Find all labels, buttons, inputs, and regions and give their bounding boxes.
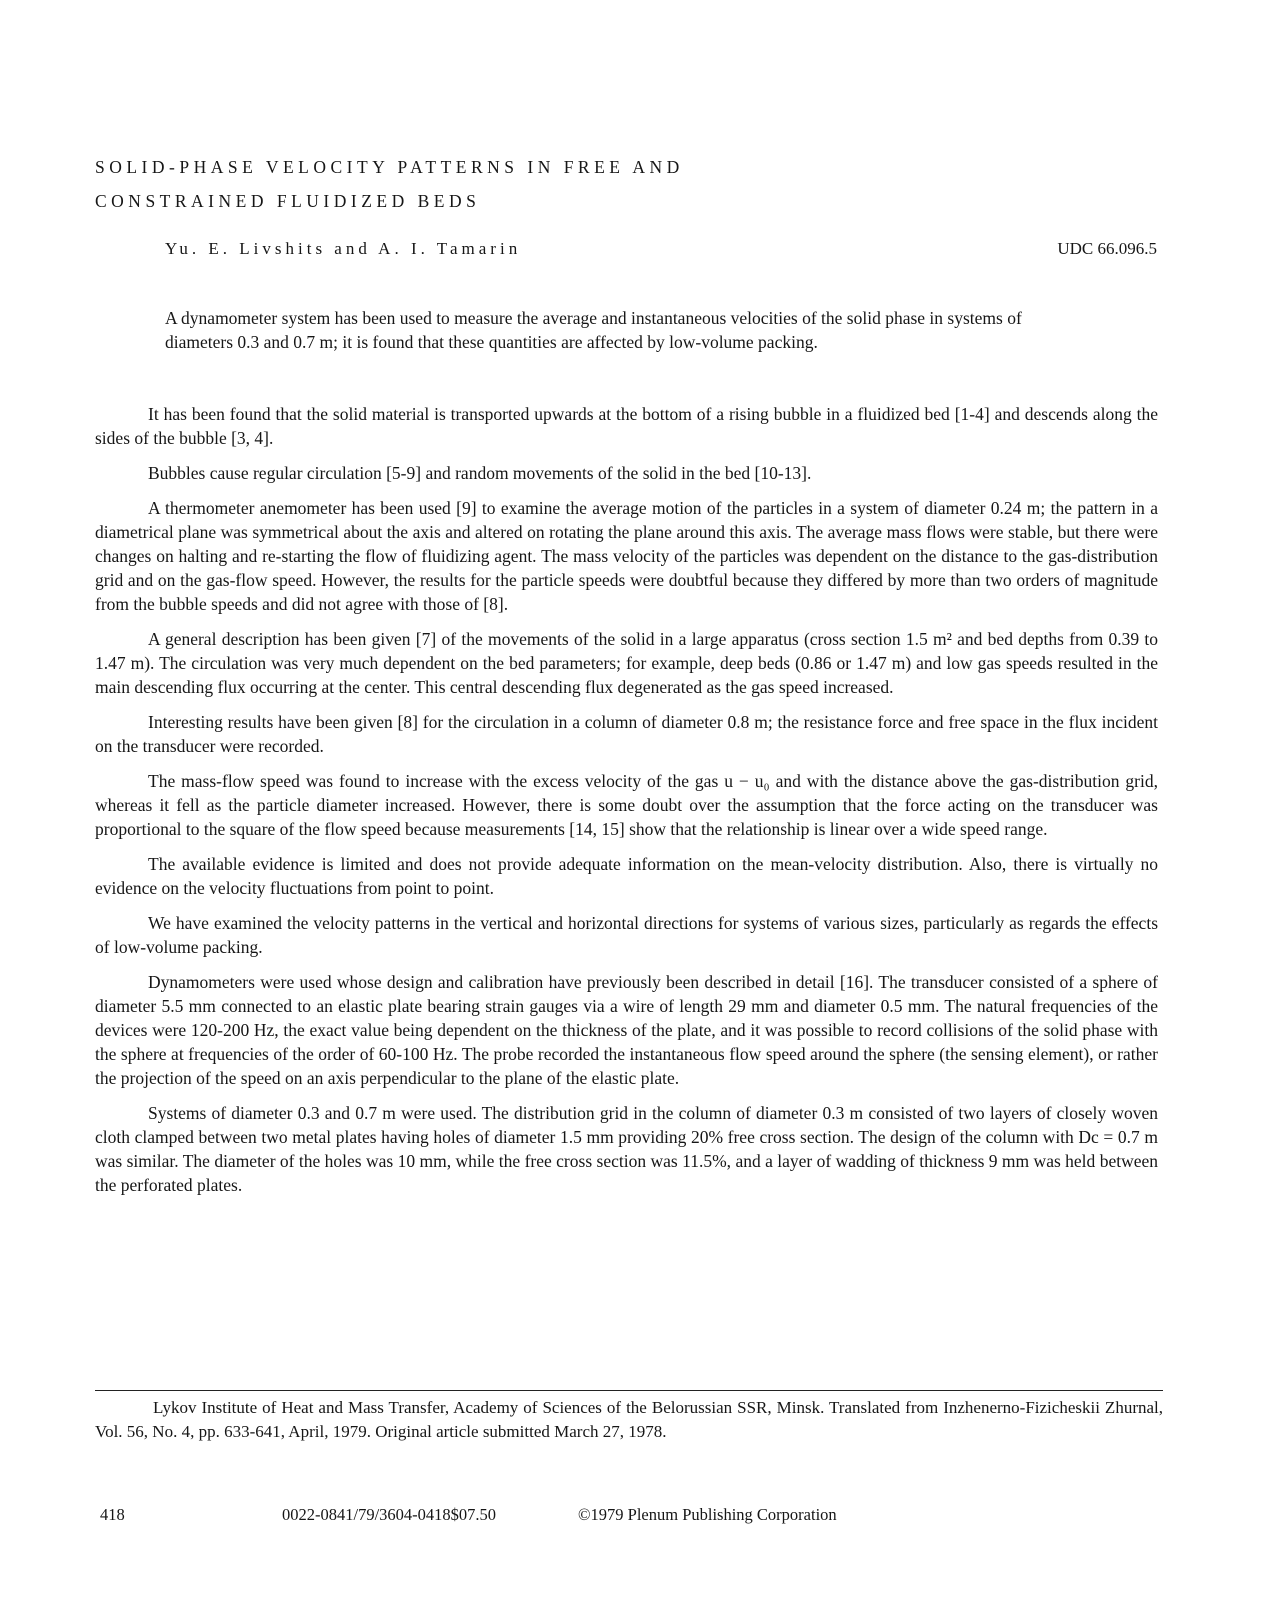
paragraph: The available evidence is limited and does not provide adequate information on the mean-velocity distribution. Also, there is virtually no evidence on the velocity fluctuations from point to point. bbox=[95, 854, 1158, 898]
abstract-text: A dynamometer system has been used to measure the average and instantaneous velocities of the solid phase in systems of diameters 0.3 and 0.7 m; it is found that these quantities are affected by low-volume packing. bbox=[165, 308, 1022, 352]
affiliation-footnote bbox=[95, 1396, 1163, 1444]
paragraph: We have examined the velocity patterns in the vertical and horizontal directions for systems of various sizes, particularly as regards the effects of low-volume packing. bbox=[95, 913, 1158, 957]
title-line-2: CONSTRAINED FLUIDIZED BEDS bbox=[95, 191, 481, 211]
page-number: 418 bbox=[100, 1505, 125, 1524]
authors: Yu. E. Livshits and A. I. Tamarin bbox=[165, 239, 522, 258]
paragraph: Interesting results have been given [8] for the circulation in a column of diameter 0.8 m; the resistance force and free space in the flux incident on the transducer were recorded. bbox=[95, 712, 1158, 756]
paragraph: It has been found that the solid material is transported upwards at the bottom of a rising bubble in a fluidized bed [1-4] and descends along the sides of the bubble [3, 4]. bbox=[95, 404, 1158, 448]
copyright: ©1979 Plenum Publishing Corporation bbox=[578, 1505, 837, 1524]
abstract bbox=[165, 306, 1075, 354]
paragraph: Systems of diameter 0.3 and 0.7 m were used. The distribution grid in the column of diameter 0.3 m consisted of two layers of closely woven cloth clamped between two metal plates having holes of diameter 1.5 mm providing 20% free cross section. The design of the column with Dc = 0.7 m was similar. The diameter of the holes was 10 mm, while the free cross section was 11.5%, and a layer of wadding of thickness 9 mm was held between the perforated plates. bbox=[95, 1103, 1158, 1195]
body-text bbox=[95, 402, 1158, 1208]
paragraph: Dynamometers were used whose design and calibration have previously been described in detail [16]. The transducer consisted of a sphere of diameter 5.5 mm connected to an elastic plate bearing strain gauges via a wire of length 29 mm and diameter 0.5 mm. The natural frequencies of the devices were 120-200 Hz, the exact value being dependent on the thickness of the plate, and it was possible to record collisions of the solid phase with the sphere at frequencies of the order of 60-100 Hz. The probe recorded the instantaneous flow speed around the sphere (the sensing element), or rather the projection of the speed on an axis perpendicular to the plane of the elastic plate. bbox=[95, 972, 1158, 1088]
article-title bbox=[95, 150, 995, 218]
title-line-1: SOLID-PHASE VELOCITY PATTERNS IN FREE AND bbox=[95, 157, 684, 177]
udc-code: UDC 66.096.5 bbox=[1057, 239, 1157, 258]
affiliation-text: Lykov Institute of Heat and Mass Transfer, Academy of Sciences of the Belorussian SSR, Minsk. Translated from Inzhenerno-Fizicheskii Zhurnal, Vol. 56, No. 4, pp. 633-641, April, 1979. Original article submitted March 27, 1978. bbox=[95, 1398, 1163, 1441]
paragraph: The mass-flow speed was found to increase with the excess velocity of the gas u − u₀ and with the distance above the gas-distribution grid, whereas it fell as the particle diameter increased. However, there is some doubt over the assumption that the force acting on the transducer was proportional to the square of the flow speed because measurements [14, 15] show that the relationship is linear over a wide speed range. bbox=[95, 771, 1158, 839]
paragraph: Bubbles cause regular circulation [5-9] and random movements of the solid in the bed [10-13]. bbox=[148, 463, 812, 483]
article-code: 0022-0841/79/3604-0418$07.50 bbox=[282, 1505, 497, 1524]
paragraph: A thermometer anemometer has been used [9] to examine the average motion of the particles in a system of diameter 0.24 m; the pattern in a diametrical plane was symmetrical about the axis and altered on rotating the plane around this axis. The average mass flows were stable, but there were changes on halting and re-starting the flow of fluidizing agent. The mass velocity of the particles was dependent on the distance to the gas-distribution grid and on the gas-flow speed. However, the results for the particle speeds were doubtful because they differed by more than two orders of magnitude from the bubble speeds and did not agree with those of [8]. bbox=[95, 498, 1158, 614]
footnote-divider bbox=[95, 1390, 1163, 1391]
paragraph: A general description has been given [7] of the movements of the solid in a large apparatus (cross section 1.5 m² and bed depths from 0.39 to 1.47 m). The circulation was very much dependent on the bed parameters; for example, deep beds (0.86 or 1.47 m) and low gas speeds resulted in the main descending flux occurring at the center. This central descending flux degenerated as the gas speed increased. bbox=[95, 629, 1158, 697]
